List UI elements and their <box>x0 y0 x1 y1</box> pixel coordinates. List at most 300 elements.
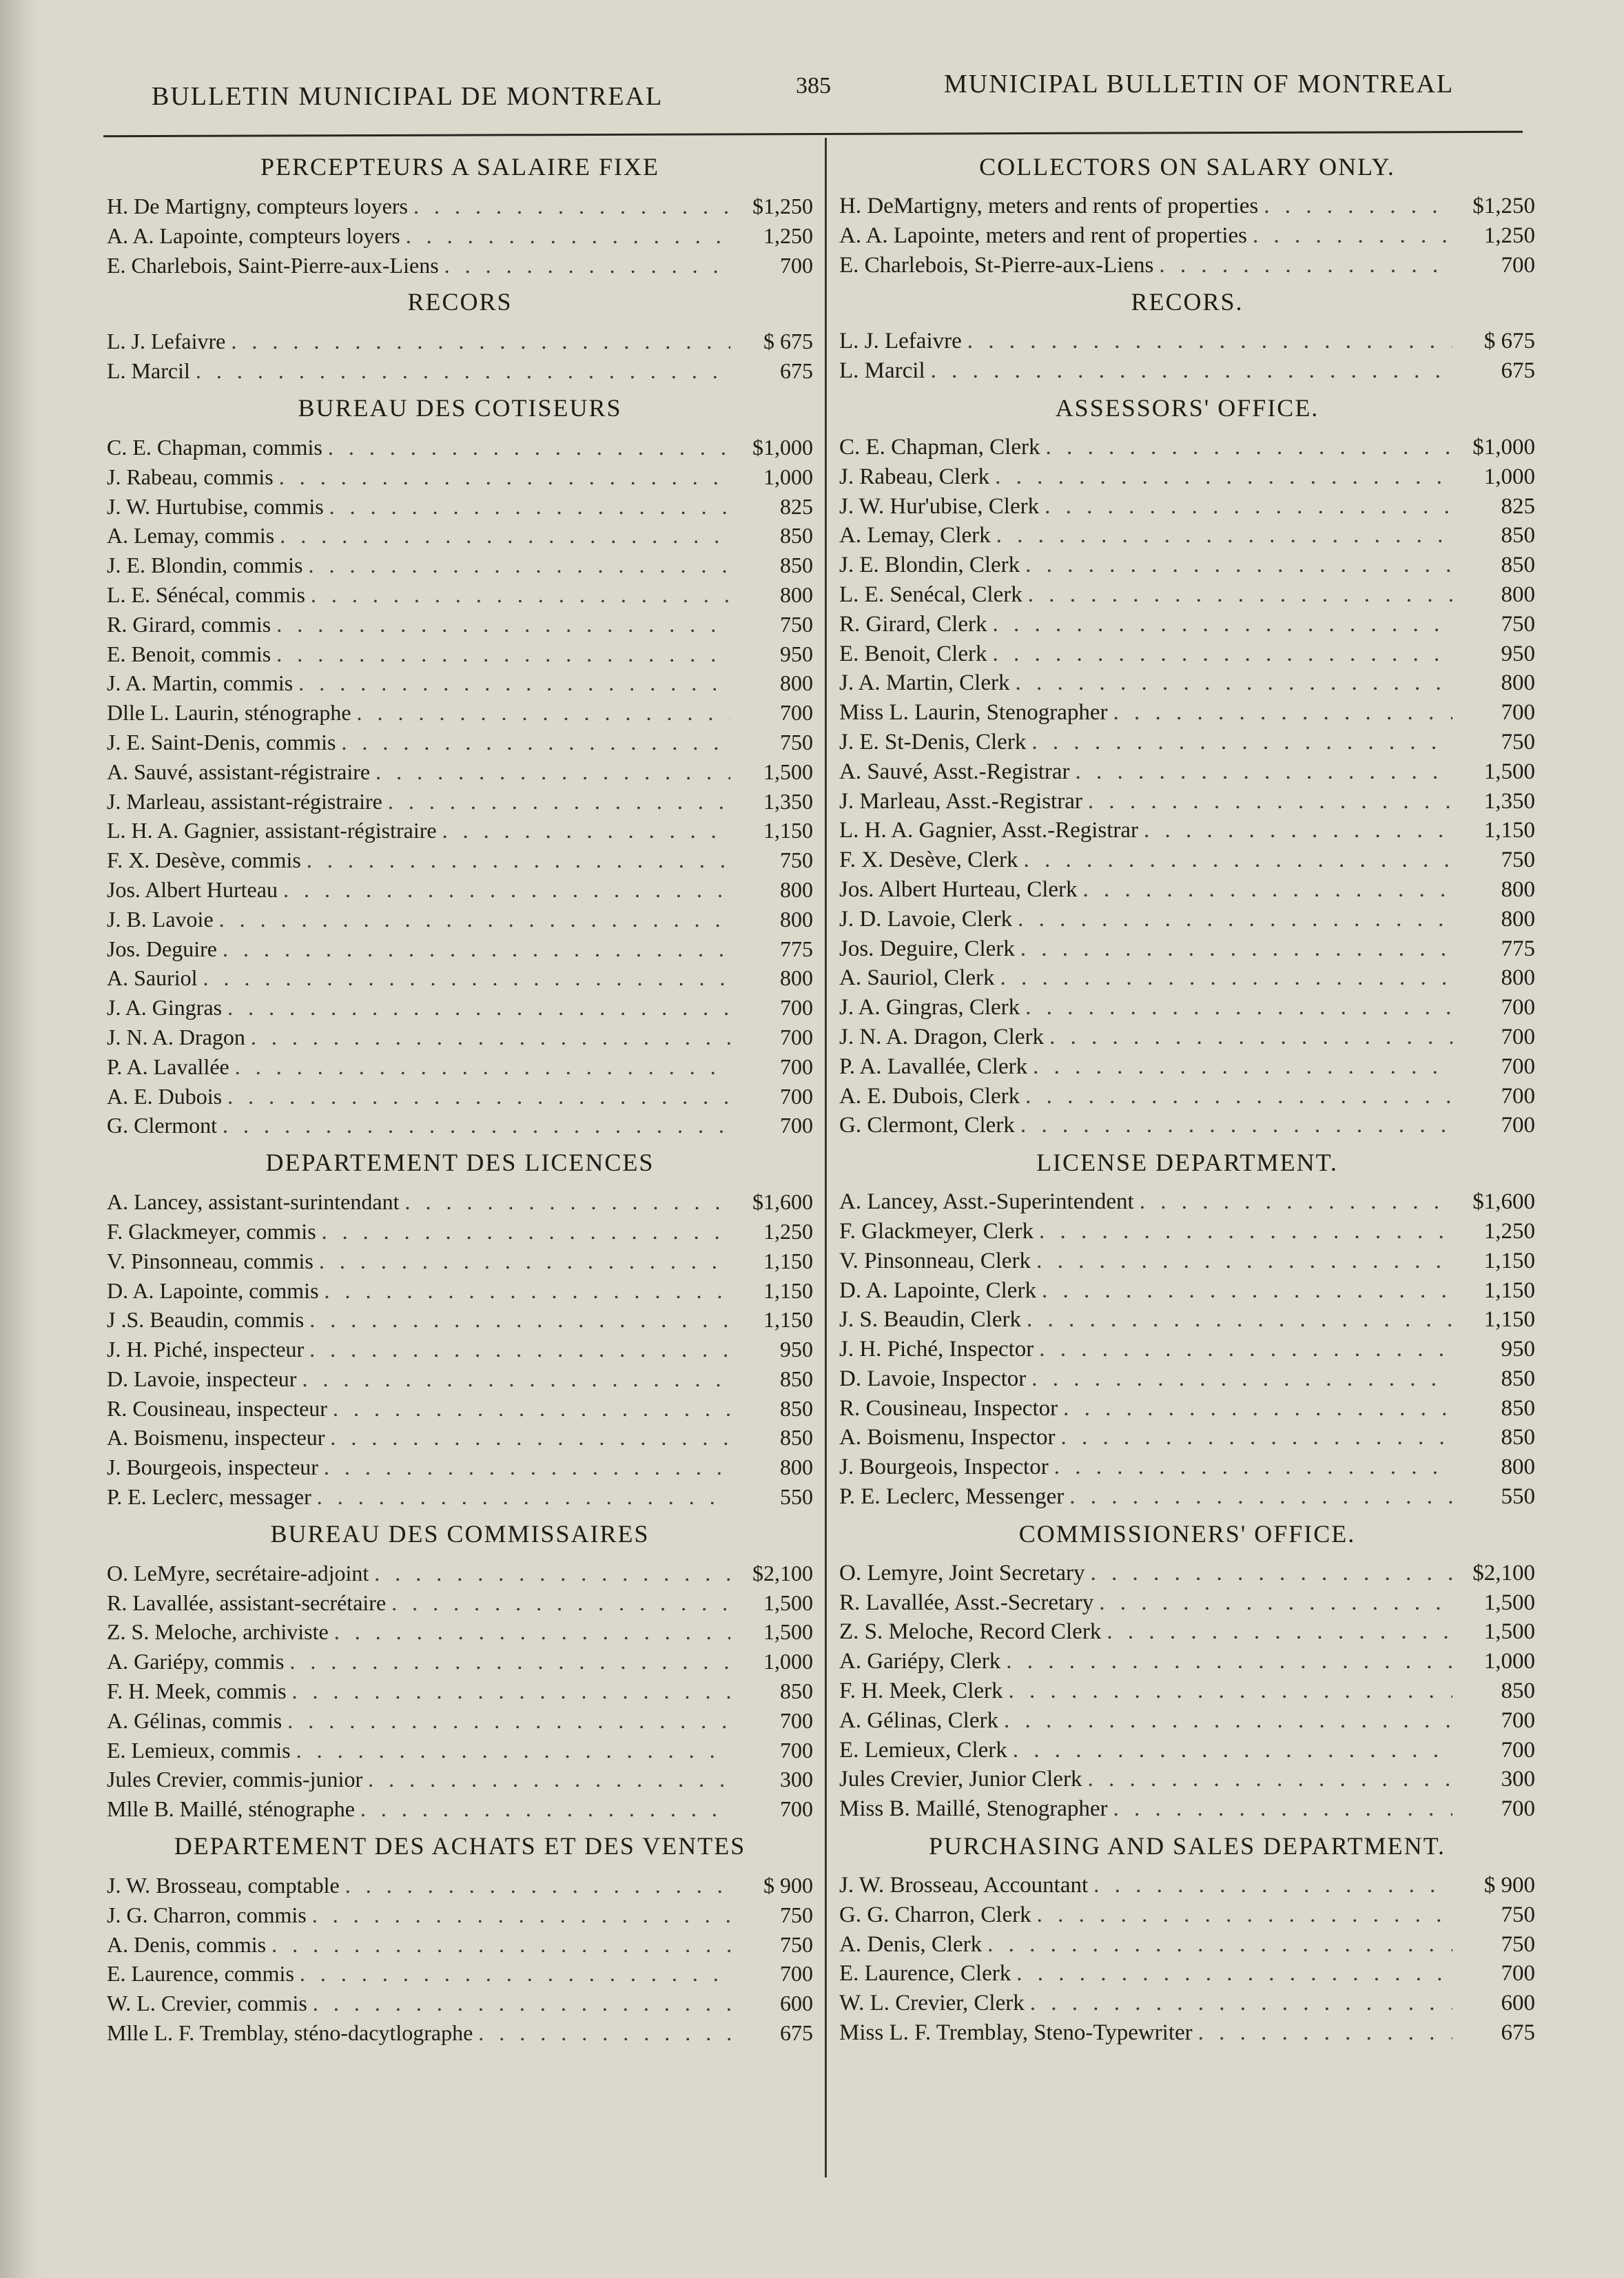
salary-row <box>839 993 1535 1023</box>
salary-row <box>839 668 1535 698</box>
employee-name: O. Lemyre, Joint Secretary <box>839 1560 1085 1586</box>
salary-amount: 700 <box>1501 1707 1535 1733</box>
dot-leader <box>1020 934 1452 964</box>
salary-row <box>107 1364 813 1394</box>
salary-row <box>107 1111 813 1140</box>
salary-row <box>107 698 813 728</box>
salary-row <box>839 551 1535 580</box>
dot-leader <box>1030 1989 1452 2018</box>
salary-amount: 675 <box>780 358 813 384</box>
dot-leader <box>1025 551 1452 580</box>
salary-amount: 675 <box>780 2020 813 2046</box>
salary-amount: $1,250 <box>752 194 813 218</box>
salary-row <box>839 1423 1535 1453</box>
employee-name: P. A. Lavallée, Clerk <box>839 1054 1028 1079</box>
employee-name: D. Lavoie, inspecteur <box>107 1366 297 1391</box>
salary-amount: 825 <box>1501 493 1535 519</box>
dot-leader <box>298 668 730 698</box>
salary-row <box>839 639 1535 669</box>
salary-row <box>107 934 813 964</box>
salary-amount: 550 <box>780 1484 813 1510</box>
dot-leader <box>1063 1394 1452 1424</box>
salary-row <box>839 816 1535 845</box>
salary-amount: 700 <box>780 252 813 278</box>
dot-leader <box>368 1765 730 1794</box>
dot-leader <box>1000 963 1452 993</box>
employee-name: Mlle L. F. Tremblay, sténo-dacytlographe <box>107 2020 473 2046</box>
dot-leader <box>309 1335 730 1364</box>
french-section-title: BUREAU DES COTISEURS <box>298 393 622 422</box>
salary-amount: 750 <box>780 729 813 755</box>
employee-name: A. Sauriol, Clerk <box>839 965 995 991</box>
salary-row <box>107 1187 813 1217</box>
employee-name: J. A. Gingras, Clerk <box>839 995 1020 1020</box>
salary-amount: $1,000 <box>752 434 813 460</box>
column-divider <box>825 138 827 2177</box>
salary-row <box>107 327 813 356</box>
salary-row <box>839 1647 1535 1676</box>
employee-name: E. Charlebois, St-Pierre-aux-Liens <box>839 252 1154 278</box>
employee-name: J. A. Gingras <box>107 995 223 1020</box>
employee-name: V. Pinsonneau, commis <box>107 1248 314 1273</box>
salary-amount: 750 <box>780 611 813 637</box>
dot-leader <box>1020 1111 1452 1140</box>
employee-name: Dlle L. Laurin, sténographe <box>107 700 351 726</box>
employee-name: L. Marcil <box>839 358 925 384</box>
salary-amount: 700 <box>1501 995 1535 1020</box>
salary-row <box>107 1676 813 1706</box>
dot-leader <box>992 610 1452 639</box>
salary-amount: 850 <box>780 1679 813 1704</box>
salary-amount: 950 <box>1501 1337 1535 1362</box>
salary-row <box>107 845 813 875</box>
employee-name: J. H. Piché, inspecteur <box>107 1337 305 1362</box>
dot-leader <box>345 1871 730 1900</box>
salary-amount: 750 <box>1501 848 1535 873</box>
employee-name: J. D. Lavoie, Clerk <box>839 906 1013 932</box>
employee-name: L. H. A. Gagnier, assistant-régistraire <box>107 818 437 843</box>
dot-leader <box>312 1900 730 1930</box>
salary-amount: $1,000 <box>1472 434 1535 460</box>
french-section-title: DEPARTEMENT DES LICENCES <box>265 1149 655 1177</box>
employee-name: F. H. Meek, Clerk <box>839 1679 1003 1704</box>
dot-leader <box>231 327 730 356</box>
salary-amount: $1,600 <box>752 1189 813 1215</box>
dot-leader <box>1264 192 1452 221</box>
salary-amount: 700 <box>1501 700 1535 726</box>
employee-name: J. H. Piché, Inspector <box>839 1337 1034 1362</box>
employee-name: C. E. Chapman, commis <box>107 434 322 460</box>
dot-leader <box>1018 905 1452 934</box>
employee-name: A. Boismenu, Inspector <box>839 1425 1056 1450</box>
salary-amount: 700 <box>780 1083 813 1109</box>
salary-row <box>839 728 1535 757</box>
salary-row <box>107 1394 813 1424</box>
dot-leader <box>1028 580 1452 610</box>
dot-leader <box>444 251 730 280</box>
salary-amount: 700 <box>1501 1054 1535 1079</box>
employee-name: W. L. Crevier, commis <box>107 1991 307 2016</box>
dot-leader <box>1054 1453 1452 1482</box>
salary-amount: 1,150 <box>763 1248 813 1273</box>
salary-amount: 750 <box>1501 1931 1535 1957</box>
salary-amount: 675 <box>1501 358 1535 384</box>
salary-amount: 950 <box>780 641 813 666</box>
dot-leader <box>196 356 730 386</box>
salary-row <box>839 1959 1535 1989</box>
salary-row <box>839 1482 1535 1512</box>
dot-leader <box>987 1930 1452 1960</box>
salary-amount: 600 <box>780 1991 813 2016</box>
salary-amount: 1,000 <box>763 1649 813 1674</box>
salary-row <box>107 1482 813 1512</box>
salary-amount: 1,250 <box>763 1218 813 1244</box>
salary-row <box>107 1052 813 1082</box>
salary-amount: 1,150 <box>763 818 813 843</box>
dot-leader <box>391 1588 730 1618</box>
salary-row <box>107 1989 813 2018</box>
employee-name: A. Boismenu, inspecteur <box>107 1425 325 1450</box>
salary-row <box>839 521 1535 551</box>
salary-amount: 700 <box>780 1054 813 1079</box>
dot-leader <box>1099 1588 1452 1618</box>
dot-leader <box>992 639 1452 669</box>
salary-amount: 750 <box>780 1902 813 1927</box>
salary-amount: 1,500 <box>1483 1590 1535 1615</box>
employee-name: J. Marleau, Asst.-Registrar <box>839 788 1082 814</box>
dot-leader <box>1015 668 1452 698</box>
employee-name: J. B. Lavoie <box>107 906 214 932</box>
dot-leader <box>319 1246 730 1276</box>
salary-row <box>107 251 813 280</box>
salary-amount: 1,250 <box>1483 223 1535 248</box>
salary-row <box>839 1765 1535 1794</box>
salary-amount: 800 <box>780 1455 813 1480</box>
salary-row <box>107 1871 813 1900</box>
salary-row <box>839 610 1535 639</box>
dot-leader <box>1037 1900 1452 1930</box>
employee-name: E. Benoit, commis <box>107 641 271 666</box>
employee-name: V. Pinsonneau, Clerk <box>839 1248 1031 1273</box>
salary-row <box>839 1900 1535 1930</box>
salary-row <box>839 1588 1535 1618</box>
page-binding-shadow <box>0 0 41 2278</box>
employee-name: A. Gariépy, commis <box>107 1649 285 1674</box>
dot-leader <box>1006 1647 1452 1676</box>
salary-amount: 850 <box>780 1425 813 1450</box>
employee-name: L. E. Senécal, Clerk <box>839 582 1022 607</box>
employee-name: R. Cousineau, inspecteur <box>107 1395 327 1421</box>
employee-name: J. G. Charron, commis <box>107 1902 307 1927</box>
employee-name: P. E. Leclerc, Messenger <box>839 1484 1065 1510</box>
salary-amount: 1,500 <box>763 759 813 784</box>
salary-row <box>839 1559 1535 1588</box>
salary-amount: 1,150 <box>763 1307 813 1333</box>
english-section-title: COLLECTORS ON SALARY ONLY. <box>979 153 1395 181</box>
dot-leader <box>442 816 730 845</box>
salary-row <box>839 845 1535 875</box>
dot-leader <box>292 1676 730 1706</box>
employee-name: A. Sauriol <box>107 965 198 991</box>
employee-name: E. Laurence, commis <box>107 1961 294 1987</box>
salary-amount: 1,500 <box>763 1590 813 1615</box>
salary-amount: 700 <box>780 1961 813 1987</box>
salary-row <box>839 787 1535 817</box>
salary-amount: 1,000 <box>763 464 813 489</box>
salary-amount: $1,600 <box>1472 1189 1535 1215</box>
employee-name: A. Lancey, Asst.-Superintendent <box>839 1189 1134 1215</box>
dot-leader <box>995 462 1452 492</box>
employee-name: J. W. Hur'ubise, Clerk <box>839 493 1040 519</box>
salary-row <box>839 757 1535 787</box>
salary-row <box>107 192 813 221</box>
salary-row <box>839 1111 1535 1140</box>
employee-name: A. Denis, Clerk <box>839 1931 983 1957</box>
employee-name: L. J. Lefaivre <box>839 329 962 354</box>
employee-name: R. Cousineau, Inspector <box>839 1395 1058 1421</box>
dot-leader <box>1090 1559 1452 1588</box>
salary-amount: $ 675 <box>763 329 813 354</box>
salary-row <box>107 551 813 580</box>
salary-row <box>839 251 1535 280</box>
dot-leader <box>1036 1246 1452 1276</box>
dot-leader <box>325 1276 730 1306</box>
page-number: 385 <box>796 73 831 99</box>
employee-name: E. Laurence, Clerk <box>839 1961 1011 1987</box>
salary-row <box>107 356 813 386</box>
dot-leader <box>1004 1706 1452 1736</box>
salary-amount: 800 <box>780 582 813 607</box>
dot-leader <box>1253 221 1452 251</box>
employee-name: J. E. St-Denis, Clerk <box>839 729 1027 755</box>
salary-row <box>839 1930 1535 1960</box>
employee-name: F. X. Desève, Clerk <box>839 848 1018 873</box>
salary-row <box>839 934 1535 964</box>
salary-row <box>107 1335 813 1364</box>
salary-row <box>839 875 1535 905</box>
employee-name: D. A. Lapointe, commis <box>107 1277 319 1303</box>
salary-amount: 1,000 <box>1483 464 1535 489</box>
dot-leader <box>271 1930 730 1960</box>
salary-row <box>839 1364 1535 1394</box>
employee-name: A. Sauvé, assistant-régistraire <box>107 759 371 784</box>
salary-row <box>107 221 813 251</box>
salary-row <box>839 1871 1535 1900</box>
employee-name: P. E. Leclerc, messager <box>107 1484 311 1510</box>
salary-amount: 800 <box>1501 670 1535 696</box>
salary-row <box>107 1617 813 1647</box>
employee-name: Jules Crevier, Junior Clerk <box>839 1767 1082 1792</box>
salary-amount: 850 <box>780 553 813 578</box>
salary-amount: 550 <box>1501 1484 1535 1510</box>
employee-name: A. A. Lapointe, compteurs loyers <box>107 223 400 248</box>
salary-amount: 700 <box>1501 1083 1535 1109</box>
dot-leader <box>223 934 730 964</box>
salary-row <box>107 816 813 845</box>
employee-name: Miss L. F. Tremblay, Steno-Typewriter <box>839 2020 1193 2046</box>
employee-name: J. N. A. Dragon <box>107 1024 245 1049</box>
salary-row <box>107 1023 813 1052</box>
salary-amount: 800 <box>1501 876 1535 902</box>
dot-leader <box>296 1736 730 1765</box>
dot-leader <box>279 462 730 492</box>
employee-name: J. A. Martin, Clerk <box>839 670 1010 696</box>
salary-row <box>107 668 813 698</box>
french-section-title: PERCEPTEURS A SALAIRE FIXE <box>260 153 660 181</box>
dot-leader <box>1042 1276 1452 1306</box>
dot-leader <box>1088 787 1452 817</box>
salary-amount: 850 <box>1501 1395 1535 1421</box>
salary-amount: $ 675 <box>1483 329 1535 354</box>
dot-leader <box>302 1364 730 1394</box>
salary-row <box>107 639 813 669</box>
employee-name: A. Lemay, commis <box>107 523 275 548</box>
salary-amount: 1,250 <box>1483 1218 1535 1244</box>
salary-row <box>839 698 1535 728</box>
salary-amount: $ 900 <box>763 1873 813 1898</box>
salary-amount: 800 <box>1501 965 1535 991</box>
salary-amount: 850 <box>1501 1366 1535 1391</box>
salary-row <box>107 433 813 462</box>
salary-row <box>107 787 813 817</box>
salary-row <box>107 993 813 1023</box>
salary-row <box>107 1588 813 1618</box>
salary-amount: 1,500 <box>763 1619 813 1645</box>
salary-amount: 700 <box>1501 252 1535 278</box>
dot-leader <box>287 1706 730 1736</box>
dot-leader <box>1031 728 1452 757</box>
dot-leader <box>404 1187 730 1217</box>
english-section-title: COMMISSIONERS' OFFICE. <box>1018 1519 1356 1548</box>
salary-row <box>107 492 813 522</box>
employee-name: J. E. Saint-Denis, commis <box>107 729 336 755</box>
dot-leader <box>1013 1736 1452 1765</box>
salary-amount: 1,150 <box>763 1277 813 1303</box>
salary-amount: 800 <box>780 906 813 932</box>
salary-amount: 700 <box>780 1024 813 1049</box>
salary-amount: 600 <box>1501 1991 1535 2016</box>
salary-row <box>839 1305 1535 1335</box>
employee-name: J. E. Blondin, commis <box>107 553 303 578</box>
employee-name: A. Lancey, assistant-surintendant <box>107 1189 400 1215</box>
dot-leader <box>289 1647 730 1676</box>
salary-row <box>107 1276 813 1306</box>
dot-leader <box>360 1794 730 1824</box>
dot-leader <box>1083 875 1452 905</box>
employee-name: Jos. Albert Hurteau, Clerk <box>839 876 1078 902</box>
salary-row <box>839 1187 1535 1217</box>
dot-leader <box>1069 1482 1452 1512</box>
dot-leader <box>1016 1959 1452 1989</box>
dot-leader <box>1023 845 1452 875</box>
page-header <box>145 68 1488 123</box>
salary-amount: 1,150 <box>1483 1277 1535 1303</box>
employee-name: G. G. Charron, Clerk <box>839 1902 1031 1927</box>
salary-row <box>107 875 813 905</box>
employee-name: P. A. Lavallée <box>107 1054 229 1079</box>
french-column <box>107 145 813 2048</box>
salary-row <box>107 1246 813 1276</box>
employee-name: G. Clermont, Clerk <box>839 1113 1015 1138</box>
salary-amount: 800 <box>1501 582 1535 607</box>
salary-row <box>839 192 1535 221</box>
employee-name: R. Girard, Clerk <box>839 611 987 637</box>
employee-name: J. Rabeau, commis <box>107 464 274 489</box>
salary-amount: 750 <box>780 848 813 873</box>
salary-amount: 1,250 <box>763 223 813 248</box>
salary-row <box>839 1676 1535 1706</box>
dot-leader <box>967 327 1452 356</box>
salary-amount: 750 <box>1501 611 1535 637</box>
english-section-title: ASSESSORS' OFFICE. <box>1055 393 1319 422</box>
employee-name: E. Lemieux, commis <box>107 1737 291 1763</box>
salary-amount: 750 <box>1501 729 1535 755</box>
dot-leader <box>324 1453 730 1482</box>
employee-name: A. Sauvé, Asst.-Registrar <box>839 759 1070 784</box>
employee-name: H. DeMartigny, meters and rents of properties <box>839 194 1259 218</box>
salary-amount: 700 <box>1501 1961 1535 1987</box>
salary-amount: 850 <box>1501 1425 1535 1450</box>
dot-leader <box>1009 1676 1453 1706</box>
salary-row <box>839 580 1535 610</box>
salary-amount: 1,500 <box>1483 759 1535 784</box>
salary-amount: 850 <box>1501 523 1535 548</box>
salary-row <box>839 963 1535 993</box>
employee-name: R. Lavallée, assistant-secrétaire <box>107 1590 387 1615</box>
employee-name: O. LeMyre, secrétaire-adjoint <box>107 1560 369 1586</box>
salary-amount: 800 <box>780 670 813 696</box>
salary-row <box>839 1217 1535 1246</box>
dot-leader <box>227 993 730 1023</box>
salary-amount: 700 <box>780 1796 813 1822</box>
dot-leader <box>333 1394 730 1424</box>
salary-amount: 775 <box>1501 936 1535 961</box>
salary-row <box>839 356 1535 386</box>
salary-row <box>839 905 1535 934</box>
salary-row <box>107 1794 813 1824</box>
dot-leader <box>406 221 730 251</box>
dot-leader <box>235 1052 730 1082</box>
employee-name: Jos. Albert Hurteau <box>107 876 278 902</box>
dot-leader <box>1039 1217 1452 1246</box>
salary-amount: 800 <box>780 876 813 902</box>
salary-amount: 775 <box>780 936 813 961</box>
header-rule <box>103 131 1523 137</box>
salary-row <box>107 1765 813 1794</box>
salary-row <box>839 1335 1535 1364</box>
dot-leader <box>1093 1871 1452 1900</box>
salary-row <box>839 433 1535 462</box>
dot-leader <box>1049 1023 1452 1052</box>
employee-name: J. S. Beaudin, Clerk <box>839 1307 1021 1333</box>
salary-amount: $1,250 <box>1472 194 1535 218</box>
dot-leader <box>300 1959 730 1989</box>
employee-name: L. J. Lefaivre <box>107 329 226 354</box>
employee-name: Jos. Deguire <box>107 936 217 961</box>
english-column <box>839 145 1535 2048</box>
salary-row <box>107 1082 813 1111</box>
salary-row <box>107 757 813 787</box>
salary-row <box>107 1706 813 1736</box>
salary-amount: 300 <box>780 1767 813 1792</box>
dot-leader <box>280 521 730 551</box>
dot-leader <box>1113 698 1452 728</box>
salary-row <box>107 728 813 757</box>
salary-amount: 700 <box>1501 1024 1535 1049</box>
dot-leader <box>276 610 730 639</box>
employee-name: J .S. Beaudin, commis <box>107 1307 305 1333</box>
dot-leader <box>283 875 730 905</box>
